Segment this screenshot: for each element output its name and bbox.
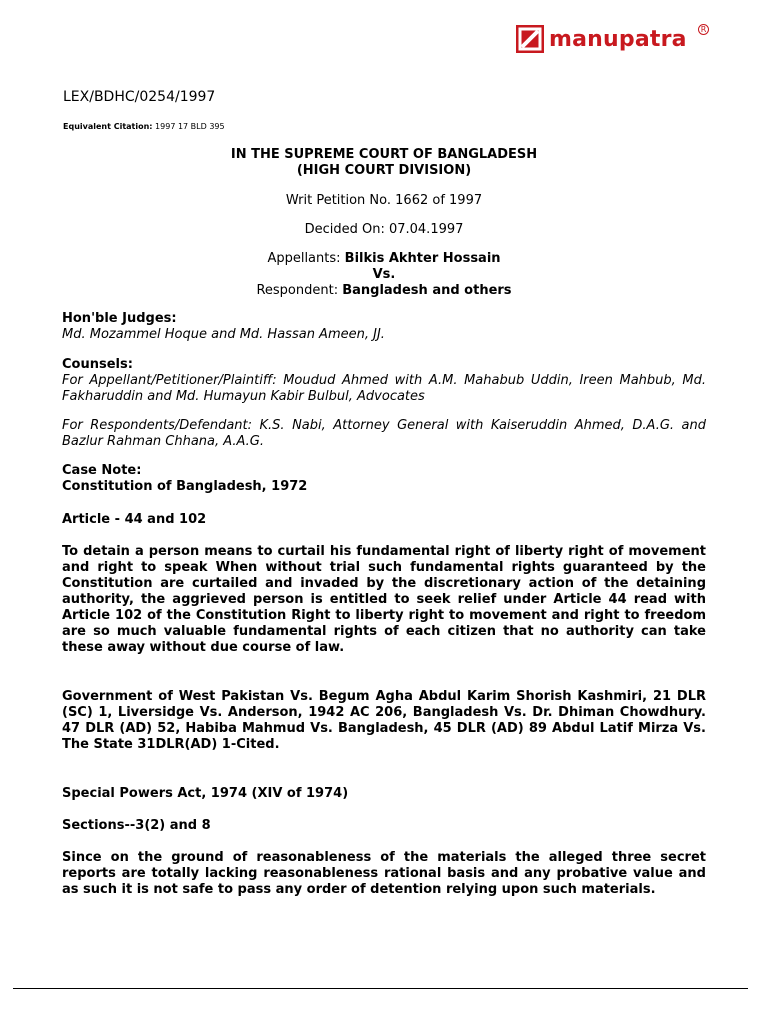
manupatra-logo-icon (516, 25, 544, 53)
respondent-label: Respondent: (256, 283, 343, 298)
equivalent-citation-label: Equivalent Citation: (63, 122, 153, 131)
sections-heading: Sections--3(2) and 8 (62, 818, 211, 833)
judges-heading: Hon'ble Judges: (62, 311, 177, 326)
writ-petition: Writ Petition No. 1662 of 1997 (285, 193, 483, 208)
appellants (0, 251, 768, 266)
court-division: (HIGH COURT DIVISION) (296, 163, 472, 178)
logo-text: manupatra (549, 26, 687, 52)
respondent (0, 283, 768, 298)
court-name: IN THE SUPREME COURT OF BANGLADESH (230, 147, 538, 162)
versus: Vs. (372, 267, 396, 282)
decided-on: Decided On: 07.04.1997 (304, 222, 464, 237)
court-title (0, 147, 768, 179)
judges-names: Md. Mozammel Hoque and Md. Hassan Ameen, JJ. (62, 327, 385, 342)
cited-cases-paragraph: Government of West Pakistan Vs. Begum Agha Abdul Karim Shorish Kashmiri, 21 DLR (SC) 1, Liversidge Vs. Anderson, 1942 AC 206, Bangladesh Vs. Dr. Dhiman Chowdhury. 47 DLR (AD) 52, Habiba Mahmud Vs. Bangladesh, 45 DLR (AD) 89 Abdul Latif Mirza Vs. The State 31DLR(AD) 1-Cited. (62, 689, 706, 752)
equivalent-citation-value: 1997 17 BLD 395 (152, 122, 225, 131)
footer-divider (13, 988, 748, 989)
case-note-paragraph-2: Since on the ground of reasonableness of the materials the alleged three secret reports are totally lacking reasonableness rational basis and any probative value and as such it is not safe to pass any order of detention relying upon such materials. (62, 850, 706, 897)
manupatra-logo (516, 24, 687, 54)
case-note-heading: Case Note: (62, 463, 142, 478)
appellants-label: Appellants: (267, 251, 345, 266)
registered-mark: R (698, 24, 709, 35)
counsel-respondent: For Respondents/Defendant: K.S. Nabi, Attorney General with Kaiseruddin Ahmed, D.A.G. and Bazlur Rahman Chhana, A.A.G. (62, 418, 706, 449)
respondent-name: Bangladesh and others (342, 283, 512, 298)
counsels-heading: Counsels: (62, 357, 133, 372)
counsel-appellant: For Appellant/Petitioner/Plaintiff: Moudud Ahmed with A.M. Mahabub Uddin, Ireen Mahbub, Md. Fakharuddin and Md. Humayun Kabir Bulbul, Advocates (62, 373, 706, 404)
constitution-title: Constitution of Bangladesh, 1972 (62, 479, 308, 494)
case-note-paragraph-1: To detain a person means to curtail his fundamental right of liberty right of movement and right to speak When without trial such fundamental rights guaranteed by the Constitution are curtailed and invaded by the discretionary action of the detaining authority, the aggrieved person is entitled to seek relief under Article 44 read with Article 102 of the Constitution Right to liberty right to movement and right to freedom are so much valuable fundamental rights of each citizen that no authority can take these away without due course of law. (62, 544, 706, 655)
equivalent-citation (63, 122, 225, 131)
article-heading: Article - 44 and 102 (62, 512, 207, 527)
document-reference: LEX/BDHC/0254/1997 (63, 89, 216, 105)
special-powers-act-heading: Special Powers Act, 1974 (XIV of 1974) (62, 786, 349, 801)
appellants-name: Bilkis Akhter Hossain (344, 251, 501, 266)
